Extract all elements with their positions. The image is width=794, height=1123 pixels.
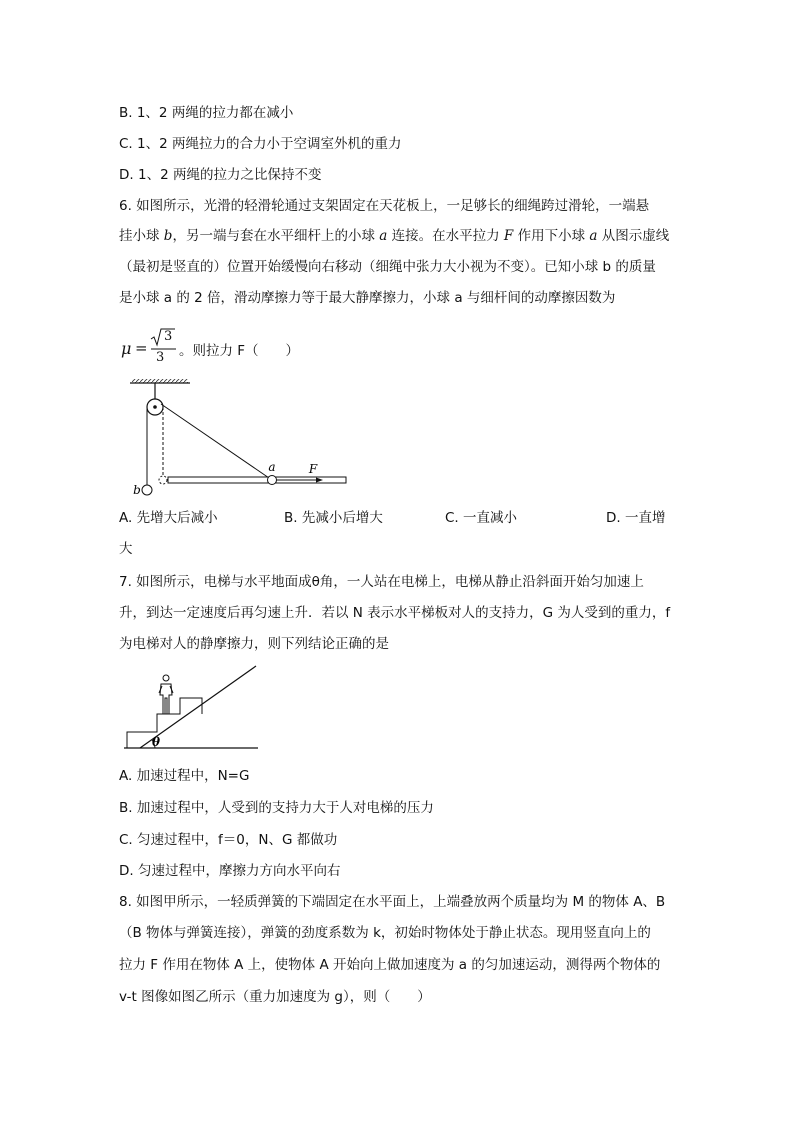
q7-option-b: B. 加速过程中，人受到的支持力大于人对电梯的压力 (119, 800, 434, 816)
q6-option-a: A. 先增大后减小 (119, 510, 218, 526)
person-icon (159, 675, 173, 714)
ball-b (142, 485, 152, 495)
q8-text-line-2: （B 物体与弹簧连接），弹簧的劲度系数为 k，初始时物体处于静止状态。现用竖直向上的 (119, 925, 651, 941)
rope-to-a (161, 404, 272, 480)
q6-option-c: C. 一直减小 (445, 510, 518, 526)
pulley-axle (153, 405, 157, 409)
q6-question-tail: 。则拉力 F（ ） (179, 343, 300, 359)
q7-option-d: D. 匀速过程中，摩擦力方向水平向右 (119, 863, 341, 879)
q7-escalator-figure (122, 664, 260, 754)
label-theta: θ (152, 735, 161, 749)
label-b: b (133, 483, 141, 497)
q8-text-line-4: v-t 图像如图乙所示（重力加速度为 g），则（ ） (119, 989, 431, 1005)
q8-text-line-1: 8. 如图甲所示，一轻质弹簧的下端固定在水平面上，上端叠放两个质量均为 M 的物体 A、B (119, 894, 666, 910)
q6-text-line-4: 是小球 a 的 2 倍，滑动摩擦力等于最大静摩擦力，小球 a 与细杆间的动摩擦因数为 (119, 290, 616, 306)
q6-option-b: B. 先减小后增大 (284, 510, 383, 526)
q7-option-a: A. 加速过程中，N=G (119, 768, 250, 784)
initial-position-a (159, 476, 167, 484)
q8-text-line-3: 拉力 F 作用在物体 A 上，使物体 A 开始向上做加速度为 a 的匀加速运动，测得两个物体的 (119, 957, 661, 973)
q7-option-c: C. 匀速过程中，f＝0，N、G 都做功 (119, 832, 338, 848)
q6-text-line-1: 6. 如图所示，光滑的轻滑轮通过支架固定在天花板上，一足够长的细绳跨过滑轮，一端悬 (119, 198, 650, 214)
mu-symbol: μ (121, 339, 132, 358)
equals-sign: = (135, 339, 148, 357)
prev-option-b: B. 1、2 两绳的拉力都在减小 (119, 105, 294, 121)
prev-option-c: C. 1、2 两绳拉力的合力小于空调室外机的重力 (119, 136, 402, 152)
label-F: F (308, 462, 318, 476)
q6-pulley-figure (120, 374, 360, 500)
q6-option-d-wrap: 大 (119, 541, 133, 557)
q7-text-line-3: 为电梯对人的静摩擦力，则下列结论正确的是 (119, 636, 389, 652)
q6-option-d: D. 一直增 (606, 510, 666, 526)
q6-text-line-2: 挂小球 b，另一端与套在水平细杆上的小球 a 连接。在水平拉力 F 作用下小球 a 从图示虚线 (119, 228, 670, 244)
ball-a (268, 476, 277, 485)
ceiling-hatch (132, 379, 188, 383)
sqrt-radicand: 3 (164, 329, 173, 344)
prev-option-d: D. 1、2 两绳的拉力之比保持不变 (119, 167, 322, 183)
label-a: a (268, 460, 276, 474)
q7-text-line-2: 升，到达一定速度后再匀速上升．若以 N 表示水平梯板对人的支持力，G 为人受到的重力，f (119, 605, 671, 621)
fraction-denominator: 3 (156, 350, 165, 365)
q7-text-line-1: 7. 如图所示，电梯与水平地面成θ角，一人站在电梯上，电梯从静止沿斜面开始匀加速上 (119, 574, 644, 590)
q6-text-line-3: （最初是竖直的）位置开始缓慢向右移动（细绳中张力大小视为不变）。已知小球 b 的质量 (119, 259, 656, 275)
